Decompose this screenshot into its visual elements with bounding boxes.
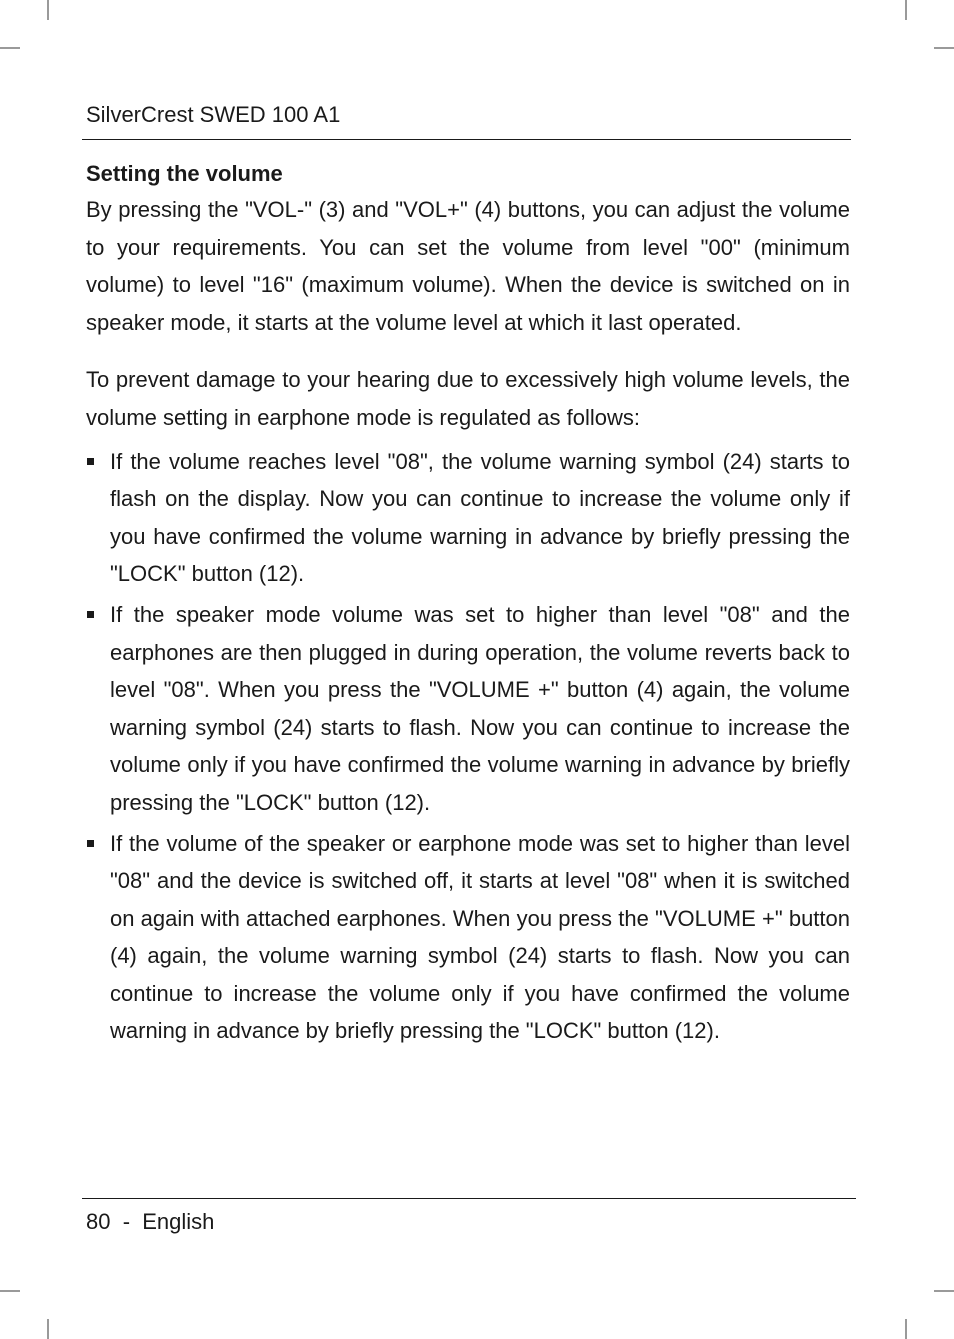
paragraph-hearing-protection: To prevent damage to your hearing due to excessively high volume levels, the volume setting in earphone mode is regulated as follows: xyxy=(86,367,850,430)
square-bullet-icon xyxy=(87,611,94,618)
crop-mark-top-right xyxy=(905,0,907,20)
page-number-label: 80 - English xyxy=(86,1209,215,1234)
crop-mark-top-left xyxy=(47,0,49,20)
crop-mark-bottom-right xyxy=(905,1319,907,1339)
crop-mark-bottom-left xyxy=(47,1319,49,1339)
footer-rule xyxy=(82,1198,856,1199)
paragraph-volume-adjust: By pressing the "VOL-" (3) and "VOL+" (4) buttons, you can adjust the volume to your requirements. You can set the volume from level "00" (minimum volume) to level "16" (maximum volume). When the device is switched on in speaker mode, it starts at the volume level at which it last operated. xyxy=(86,197,850,335)
square-bullet-icon xyxy=(87,458,94,465)
bullet-item xyxy=(86,443,850,593)
header-rule xyxy=(82,139,851,140)
crop-mark-top-right-horizontal xyxy=(934,47,954,49)
section-title: Setting the volume xyxy=(86,161,283,186)
crop-mark-bottom-right-horizontal xyxy=(934,1290,954,1292)
main-content xyxy=(86,157,850,1053)
crop-mark-top-left-horizontal xyxy=(0,47,20,49)
bullet-text: If the speaker mode volume was set to higher than level "08" and the earphones are then plugged in during operation, the volume reverts back to level "08". When you press the "VOLUME +" button (4) again, the volume warning symbol (24) starts to flash. Now you can continue to increase the volume only if you have confirmed the volume warning in advance by briefly pressing the "LOCK" button (12). xyxy=(110,601,850,815)
square-bullet-icon xyxy=(87,840,94,847)
bullet-list xyxy=(86,443,850,1051)
crop-mark-bottom-left-horizontal xyxy=(0,1290,20,1292)
bullet-item xyxy=(86,825,850,1051)
bullet-text: If the volume of the speaker or earphone mode was set to higher than level "08" and the device is switched off, it starts at level "08" when it is switched on again with attached earphones. When you press the "VOLUME +" button (4) again, the volume warning symbol (24) starts to flash. Now you can continue to increase the volume only if you have confirmed the volume warning in advance by briefly pressing the "LOCK" button (12). xyxy=(110,830,850,1044)
bullet-text: If the volume reaches level "08", the volume warning symbol (24) starts to flash on the display. Now you can continue to increase the volume only if you have confirmed the volume warning in advance by briefly pressing the "LOCK" button (12). xyxy=(110,448,850,587)
bullet-item xyxy=(86,596,850,822)
page-header-title: SilverCrest SWED 100 A1 xyxy=(86,102,341,127)
